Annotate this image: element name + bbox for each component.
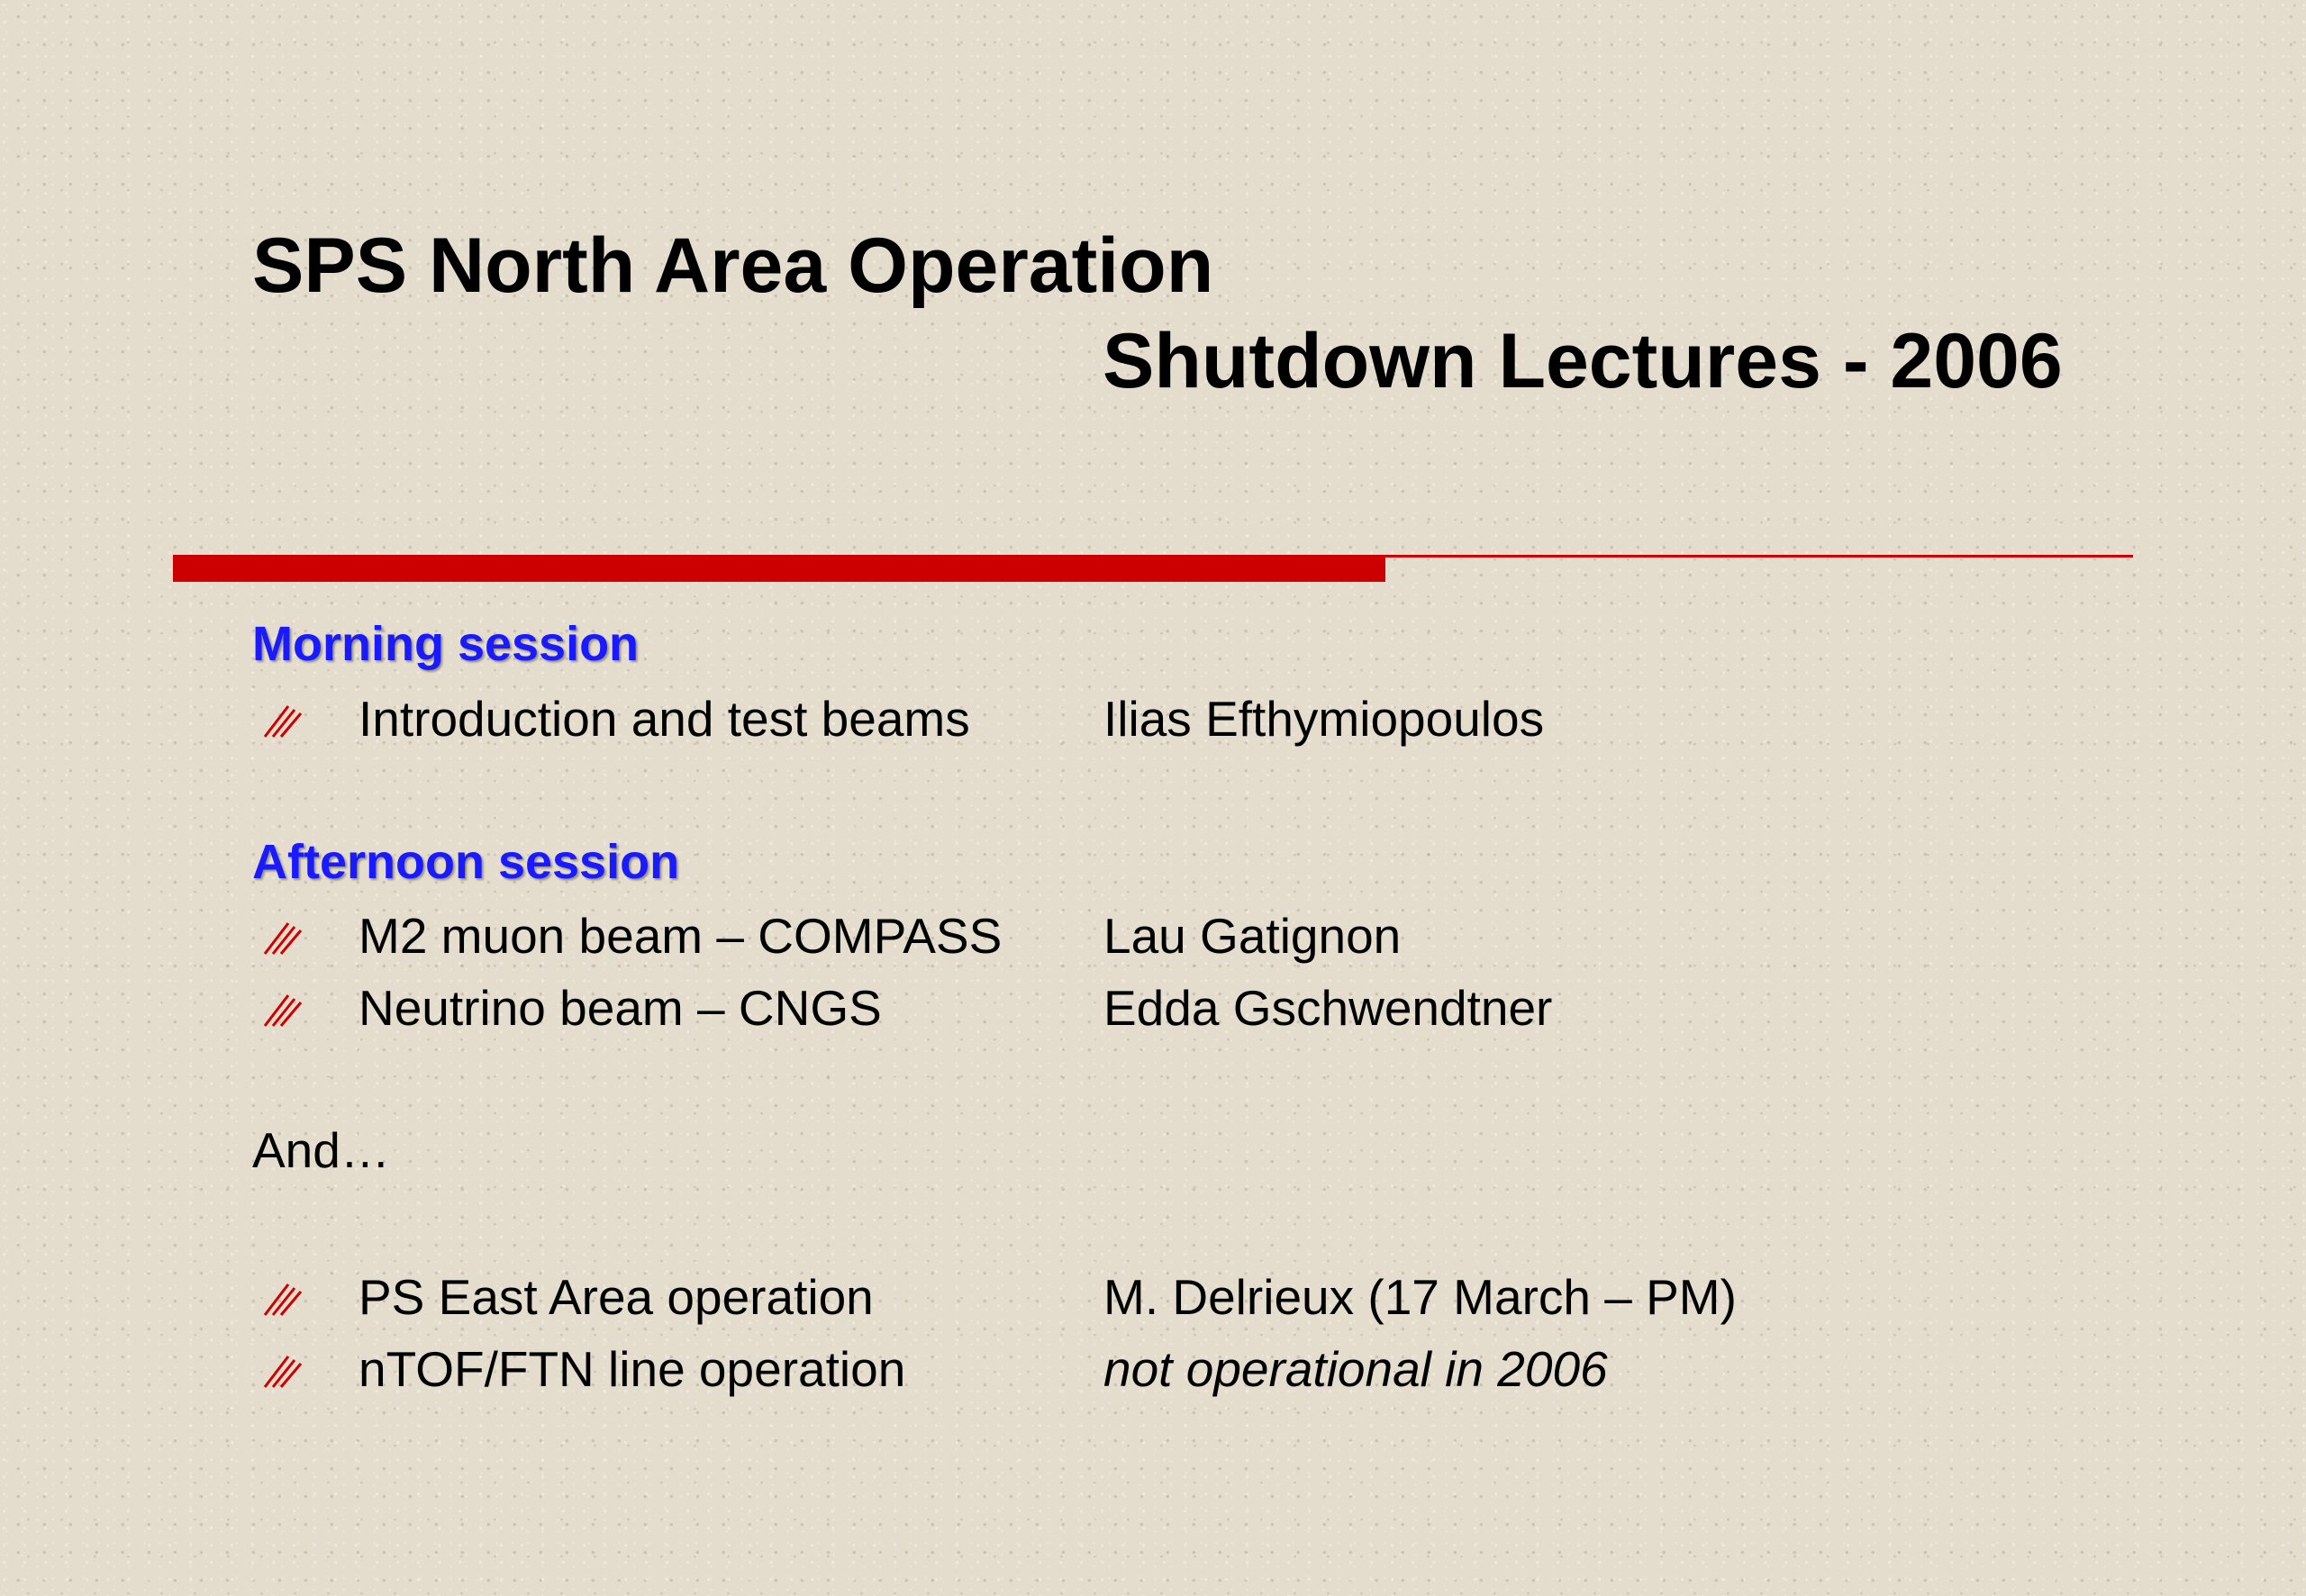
topic-text: Neutrino beam – CNGS [359, 980, 882, 1036]
list-item [0, 981, 2306, 1044]
speaker-name: M. Delrieux (17 March – PM) [1103, 1269, 1737, 1325]
speaker-name: Ilias Efthymiopoulos [1103, 691, 1545, 747]
hatched-slash-icon [261, 1347, 304, 1391]
speaker-note: not operational in 2006 [1103, 1341, 1608, 1397]
speaker-name: Edda Gschwendtner [1103, 980, 1553, 1036]
hatched-slash-icon [261, 986, 304, 1029]
topic-text: M2 muon beam – COMPASS [359, 908, 1003, 964]
slide-subtitle: Shutdown Lectures - 2006 [1103, 318, 2063, 404]
list-item [0, 692, 2306, 755]
morning-session-heading: Morning session [252, 617, 640, 671]
and-text: And… [252, 1122, 390, 1178]
hatched-slash-icon [261, 697, 304, 740]
list-item [0, 1342, 2306, 1405]
speaker-name: Lau Gatignon [1103, 908, 1402, 964]
list-item [0, 1270, 2306, 1333]
hatched-slash-icon [261, 1275, 304, 1319]
topic-text: Introduction and test beams [359, 691, 970, 747]
slide-title: SPS North Area Operation [252, 222, 1214, 309]
hatched-slash-icon [261, 914, 304, 957]
topic-text: nTOF/FTN line operation [359, 1341, 906, 1397]
afternoon-session-heading: Afternoon session [252, 835, 680, 889]
title-divider-thick [173, 555, 1385, 582]
title-divider-thin [1385, 555, 2133, 558]
list-item [0, 909, 2306, 972]
topic-text: PS East Area operation [359, 1269, 874, 1325]
